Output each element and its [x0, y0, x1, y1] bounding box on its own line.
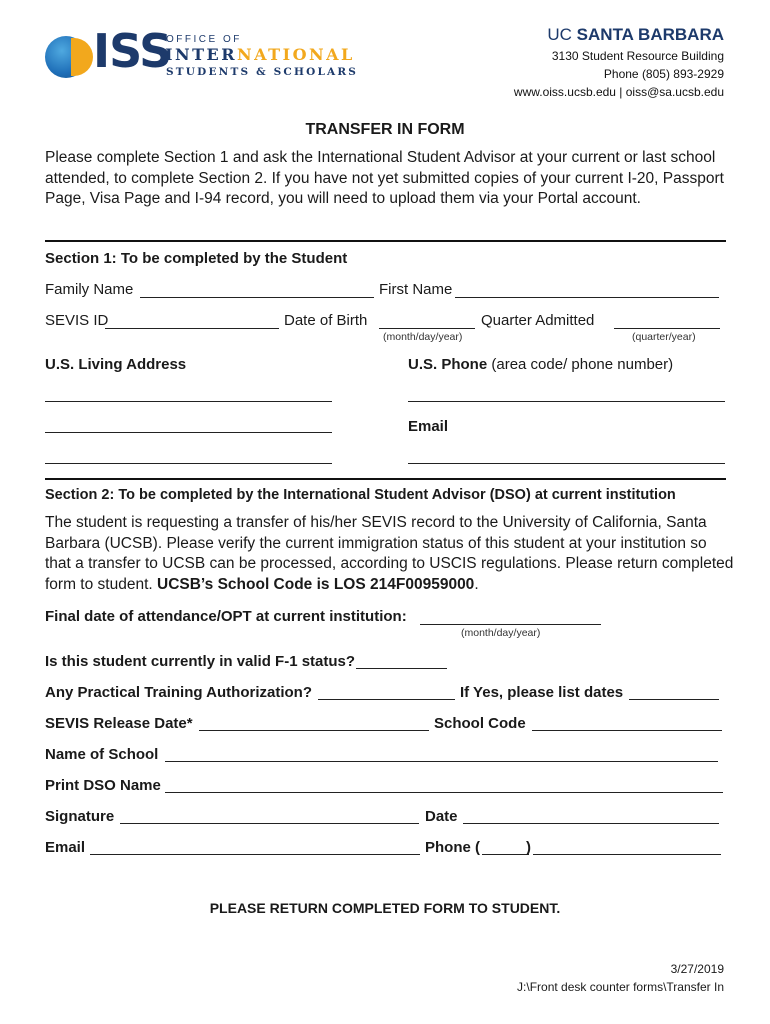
logo-international: [165, 45, 355, 64]
final-date-field[interactable]: [420, 624, 601, 625]
signature-field[interactable]: [120, 823, 419, 824]
section2-paragraph: [45, 513, 735, 595]
us-phone-field[interactable]: [408, 401, 725, 402]
email-label: Email: [408, 418, 449, 435]
logo-mark-icon: [45, 36, 87, 78]
date-label: Date: [425, 808, 458, 825]
address: 3130 Student Resource Building: [551, 49, 724, 63]
family-name-field[interactable]: [140, 297, 374, 298]
school-code-note: UCSB’s School Code is LOS 214F00959000: [157, 575, 475, 593]
sevis-id-field[interactable]: [105, 328, 279, 329]
print-dso-name-label: Print DSO Name: [45, 777, 161, 794]
dso-phone-label: Phone (: [425, 839, 480, 856]
section1-divider: [45, 240, 726, 242]
dob-hint: (month/day/year): [383, 331, 463, 343]
university-name: [547, 25, 724, 45]
logo-intl-part-a: INTER: [165, 45, 238, 64]
website-email: www.oiss.ucsb.edu | oiss@sa.ucsb.edu: [513, 85, 724, 99]
uc-mark: UC: [547, 25, 577, 44]
phone-number: Phone (805) 893-2929: [603, 67, 724, 81]
uc-name: SANTA BARBARA: [576, 25, 724, 44]
print-dso-name-field[interactable]: [165, 792, 723, 793]
us-phone-label: [408, 356, 673, 373]
quarter-admitted-field[interactable]: [614, 328, 720, 329]
school-code-field[interactable]: [532, 730, 722, 731]
dob-field[interactable]: [379, 328, 475, 329]
name-of-school-field[interactable]: [165, 761, 718, 762]
section2-heading: Section 2: To be completed by the International Student Advisor (DSO) at current institution: [45, 487, 676, 503]
date-field[interactable]: [463, 823, 719, 824]
us-phone-hint: (area code/ phone number): [487, 356, 674, 373]
dso-email-label: Email: [45, 839, 86, 856]
logo-intl-part-b: NATIONAL: [237, 45, 355, 64]
dso-phone-number-field[interactable]: [533, 854, 721, 855]
section2-para-end: .: [474, 575, 479, 593]
intro-text: Please complete Section 1 and ask the International Student Advisor at your current or last school attended, to complete Section 2. If you have not yet submitted copies of your current I-20, Passport Page, Visa Page and I-94 record, you will need to upload them via your Portal account.: [45, 149, 724, 207]
form-title: TRANSFER IN FORM: [305, 121, 465, 138]
quarter-admitted-label: Quarter Admitted: [481, 312, 595, 329]
logo-students-scholars: STUDENTS & SCHOLARS: [166, 66, 359, 78]
sevis-release-date-label: SEVIS Release Date*: [45, 715, 193, 732]
section2-para-text: The student is requesting a transfer of his/her SEVIS record to the University of California, Santa Barbara (UCSB). Please verify the current immigration status of this student at your institution so that a transfer to UCSB can be processed, according to USCIS regulations. Please return completed form to student.: [45, 514, 734, 593]
section1-heading: Section 1: To be completed by the Student: [45, 250, 348, 267]
footer-file-path: J:\Front desk counter forms\Transfer In: [517, 980, 724, 994]
first-name-label: First Name: [379, 281, 453, 298]
if-yes-dates-field[interactable]: [629, 699, 719, 700]
school-code-label: School Code: [434, 715, 526, 732]
final-date-hint: (month/day/year): [461, 627, 541, 639]
logo-iss-text: ISS: [93, 24, 172, 78]
address-line-1[interactable]: [45, 401, 332, 402]
first-name-field[interactable]: [455, 297, 719, 298]
valid-f1-field[interactable]: [356, 668, 447, 669]
dso-email-field[interactable]: [90, 854, 420, 855]
practical-training-label: Any Practical Training Authorization?: [45, 684, 312, 701]
name-of-school-label: Name of School: [45, 746, 159, 763]
living-address-label: U.S. Living Address: [45, 356, 187, 373]
address-line-2[interactable]: [45, 432, 332, 433]
logo-office-of: OFFICE OF: [166, 34, 242, 45]
practical-training-field[interactable]: [318, 699, 455, 700]
if-yes-dates-label: If Yes, please list dates: [460, 684, 624, 701]
sevis-id-label: SEVIS ID: [45, 312, 109, 329]
footer-date: 3/27/2019: [670, 962, 724, 976]
dob-label: Date of Birth: [284, 312, 368, 329]
dso-phone-area-code-field[interactable]: [482, 854, 529, 855]
sevis-release-date-field[interactable]: [199, 730, 429, 731]
quarter-hint: (quarter/year): [632, 331, 696, 343]
closing-instruction: PLEASE RETURN COMPLETED FORM TO STUDENT.: [209, 900, 561, 916]
email-field[interactable]: [408, 463, 725, 464]
signature-label: Signature: [45, 808, 115, 825]
section2-divider: [45, 478, 726, 480]
valid-f1-label: Is this student currently in valid F-1 status?: [45, 653, 356, 670]
final-date-label: Final date of attendance/OPT at current institution:: [45, 608, 407, 625]
dso-phone-close: ): [526, 839, 531, 856]
us-phone-bold: U.S. Phone: [408, 356, 488, 373]
address-line-3[interactable]: [45, 463, 332, 464]
family-name-label: Family Name: [45, 281, 134, 298]
